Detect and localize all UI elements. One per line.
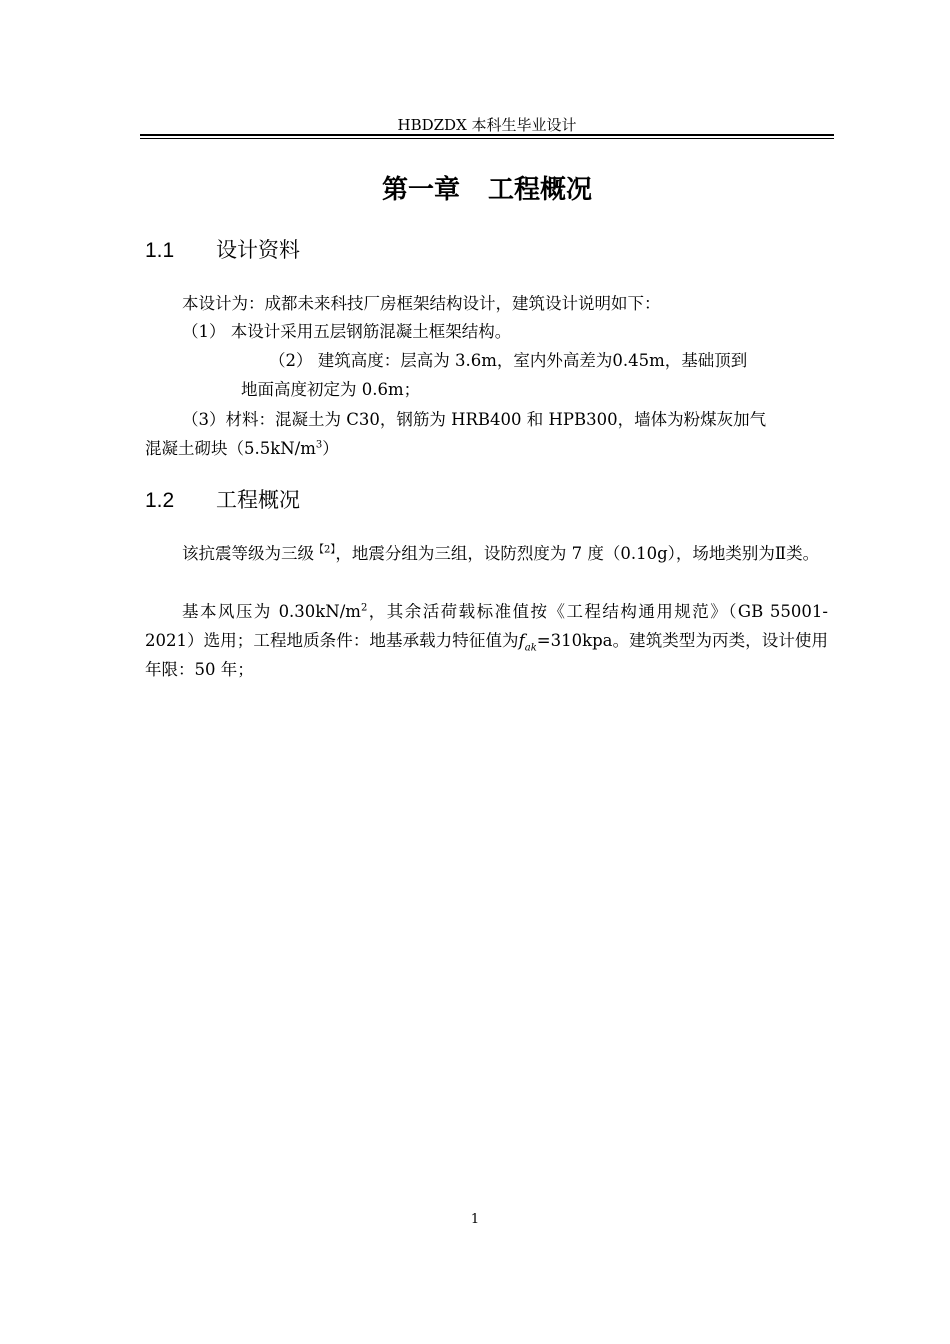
- formula-symbol: f: [518, 631, 525, 650]
- chapter-name: 工程概况: [488, 175, 593, 205]
- formula-fak: [518, 631, 537, 654]
- list-item-1: （1） 本设计采用五层钢筋混凝土框架结构。: [182, 322, 512, 341]
- section-number: 1.2: [145, 489, 175, 512]
- section-number: 1.1: [145, 239, 175, 262]
- seismic-text-b: ，地震分组为三组，设防烈度为 7 度（0.10g），场地类别为Ⅱ类。: [335, 544, 820, 563]
- seismic-paragraph: [145, 539, 828, 568]
- formula-value: =310: [536, 631, 583, 650]
- superscript: 3: [315, 439, 323, 451]
- item-3-text: 混凝土砌块（5.5kN/m: [145, 439, 316, 458]
- wind-load-paragraph: [145, 597, 828, 684]
- page-header: HBDZDX 本科生毕业设计: [397, 116, 577, 134]
- section-title: 设计资料: [216, 238, 300, 262]
- section-title: 工程概况: [216, 488, 300, 512]
- list-item-2-line-2: 地面高度初定为 0.6m；: [241, 380, 421, 399]
- list-item-2-line-1: （2） 建筑高度：层高为 3.6m，室内外高差为0.45m，基础顶到: [269, 351, 748, 370]
- formula-subscript: ak: [524, 642, 537, 654]
- wind-text-c: kpa。建筑类型为丙类，设计使用年限：50 年；: [145, 631, 828, 679]
- superscript: 2: [360, 602, 368, 614]
- page-number: 1: [470, 1212, 480, 1227]
- citation-ref: 【2】: [314, 544, 336, 556]
- section-heading-1-1: [145, 236, 300, 265]
- wind-text-b: ，其余活荷载标准值按《工程结构通用规范》（GB 55001-2021）选用；工程地质条件：地基承载力特征值为: [145, 602, 828, 650]
- chapter-title: [140, 172, 834, 208]
- header-rule-thick: [140, 134, 834, 136]
- item-3-close: ）: [322, 439, 339, 458]
- wind-text-a: 基本风压为 0.30kN/m: [182, 602, 361, 621]
- seismic-text-a: 该抗震等级为三级: [182, 544, 314, 563]
- intro-paragraph: 本设计为：成都未来科技厂房框架结构设计，建筑设计说明如下：: [182, 294, 661, 313]
- header-rule-thin: [140, 138, 834, 139]
- section-heading-1-2: [145, 486, 300, 515]
- list-item-3-line-2: [145, 434, 339, 463]
- chapter-number: 第一章: [381, 175, 460, 205]
- list-item-3-line-1: （3）材料：混凝土为 C30，钢筋为 HRB400 和 HPB300，墙体为粉煤灰加气: [182, 410, 767, 429]
